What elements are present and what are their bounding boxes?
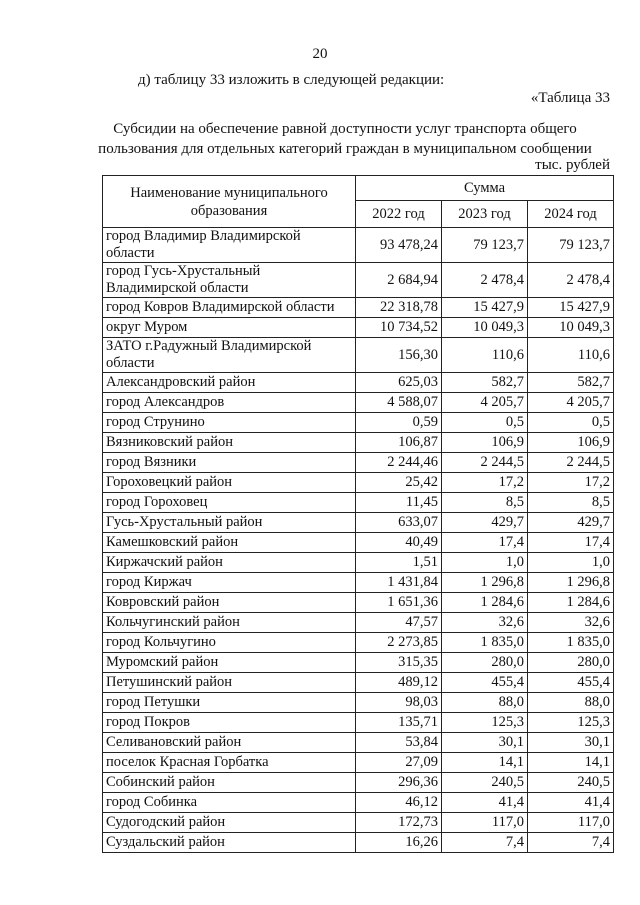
value-2024-cell: 1 835,0	[528, 633, 614, 653]
table-row	[103, 713, 614, 733]
value-2023-cell: 582,7	[442, 373, 528, 393]
municipality-cell: город Покров	[103, 713, 356, 733]
value-2023-cell: 0,5	[442, 413, 528, 433]
value-2023-cell: 240,5	[442, 773, 528, 793]
value-2022-cell: 0,59	[356, 413, 442, 433]
value-2024-cell: 14,1	[528, 753, 614, 773]
header-year-2023: 2023 год	[442, 201, 528, 228]
municipality-cell: Гусь-Хрустальный район	[103, 513, 356, 533]
municipality-cell: Вязниковский район	[103, 433, 356, 453]
municipality-cell: Суздальский район	[103, 833, 356, 853]
value-2023-cell: 117,0	[442, 813, 528, 833]
table-row	[103, 793, 614, 813]
table-row	[103, 693, 614, 713]
municipality-cell: город Александров	[103, 393, 356, 413]
value-2022-cell: 2 684,94	[356, 263, 442, 298]
value-2024-cell: 17,4	[528, 533, 614, 553]
value-2022-cell: 172,73	[356, 813, 442, 833]
table-row	[103, 493, 614, 513]
value-2023-cell: 17,4	[442, 533, 528, 553]
table-header	[103, 176, 614, 228]
table-row	[103, 513, 614, 533]
value-2023-cell: 79 123,7	[442, 228, 528, 263]
header-municipality-line-1: Наименование муниципального	[130, 184, 328, 201]
units-label: тыс. рублей	[535, 157, 610, 173]
value-2022-cell: 135,71	[356, 713, 442, 733]
table-title	[80, 119, 610, 159]
municipality-cell: Муромский район	[103, 653, 356, 673]
value-2024-cell: 2 244,5	[528, 453, 614, 473]
table-row	[103, 773, 614, 793]
value-2024-cell: 41,4	[528, 793, 614, 813]
value-2023-cell: 15 427,9	[442, 298, 528, 318]
value-2024-cell: 1 284,6	[528, 593, 614, 613]
value-2022-cell: 1 431,84	[356, 573, 442, 593]
value-2024-cell: 1 296,8	[528, 573, 614, 593]
value-2024-cell: 280,0	[528, 653, 614, 673]
municipality-cell: город Петушки	[103, 693, 356, 713]
table-label: «Таблица 33	[530, 90, 610, 106]
value-2022-cell: 46,12	[356, 793, 442, 813]
municipality-cell: город Струнино	[103, 413, 356, 433]
value-2022-cell: 1 651,36	[356, 593, 442, 613]
table-row	[103, 673, 614, 693]
municipality-cell: Селивановский район	[103, 733, 356, 753]
table-row	[103, 228, 614, 263]
table-row	[103, 453, 614, 473]
value-2023-cell: 2 244,5	[442, 453, 528, 473]
municipality-cell: Александровский район	[103, 373, 356, 393]
table-row	[103, 753, 614, 773]
municipality-cell: Гороховецкий район	[103, 473, 356, 493]
value-2023-cell: 1 296,8	[442, 573, 528, 593]
value-2024-cell: 8,5	[528, 493, 614, 513]
value-2024-cell: 125,3	[528, 713, 614, 733]
value-2022-cell: 315,35	[356, 653, 442, 673]
header-sum: Сумма	[356, 176, 614, 201]
value-2022-cell: 98,03	[356, 693, 442, 713]
value-2024-cell: 0,5	[528, 413, 614, 433]
table-title-line-1: Субсидии на обеспечение равной доступности услуг транспорта общего	[113, 121, 577, 137]
table-row	[103, 633, 614, 653]
header-year-2022: 2022 год	[356, 201, 442, 228]
value-2023-cell: 8,5	[442, 493, 528, 513]
value-2022-cell: 16,26	[356, 833, 442, 853]
municipality-cell: город Гороховец	[103, 493, 356, 513]
value-2024-cell: 10 049,3	[528, 318, 614, 338]
municipality-cell: Кольчугинский район	[103, 613, 356, 633]
municipality-cell: поселок Красная Горбатка	[103, 753, 356, 773]
value-2022-cell: 47,57	[356, 613, 442, 633]
header-municipality	[103, 176, 356, 228]
table-row	[103, 733, 614, 753]
table-row	[103, 593, 614, 613]
amendment-intro: д) таблицу 33 изложить в следующей редакции:	[138, 72, 445, 88]
value-2023-cell: 1 284,6	[442, 593, 528, 613]
table-row	[103, 613, 614, 633]
value-2023-cell: 32,6	[442, 613, 528, 633]
municipality-cell: город Вязники	[103, 453, 356, 473]
value-2023-cell: 4 205,7	[442, 393, 528, 413]
value-2022-cell: 4 588,07	[356, 393, 442, 413]
value-2024-cell: 4 205,7	[528, 393, 614, 413]
value-2024-cell: 455,4	[528, 673, 614, 693]
value-2024-cell: 2 478,4	[528, 263, 614, 298]
subsidies-table	[102, 175, 614, 853]
table-row	[103, 813, 614, 833]
municipality-cell: город Гусь-Хрустальный Владимирской области	[103, 263, 356, 298]
value-2023-cell: 429,7	[442, 513, 528, 533]
value-2022-cell: 296,36	[356, 773, 442, 793]
value-2022-cell: 2 244,46	[356, 453, 442, 473]
municipality-cell: город Ковров Владимирской области	[103, 298, 356, 318]
value-2023-cell: 125,3	[442, 713, 528, 733]
header-year-2024: 2024 год	[528, 201, 614, 228]
value-2023-cell: 14,1	[442, 753, 528, 773]
value-2023-cell: 106,9	[442, 433, 528, 453]
municipality-cell: ЗАТО г.Радужный Владимирской области	[103, 338, 356, 373]
municipality-cell: Судогодский район	[103, 813, 356, 833]
value-2023-cell: 41,4	[442, 793, 528, 813]
value-2023-cell: 88,0	[442, 693, 528, 713]
value-2022-cell: 40,49	[356, 533, 442, 553]
value-2022-cell: 633,07	[356, 513, 442, 533]
table-row	[103, 338, 614, 373]
table-row	[103, 433, 614, 453]
value-2022-cell: 93 478,24	[356, 228, 442, 263]
table-row	[103, 573, 614, 593]
value-2024-cell: 110,6	[528, 338, 614, 373]
municipality-cell: Киржачский район	[103, 553, 356, 573]
value-2024-cell: 582,7	[528, 373, 614, 393]
value-2024-cell: 7,4	[528, 833, 614, 853]
value-2022-cell: 625,03	[356, 373, 442, 393]
value-2022-cell: 27,09	[356, 753, 442, 773]
value-2023-cell: 1 835,0	[442, 633, 528, 653]
value-2023-cell: 280,0	[442, 653, 528, 673]
value-2023-cell: 2 478,4	[442, 263, 528, 298]
table-row	[103, 653, 614, 673]
value-2023-cell: 30,1	[442, 733, 528, 753]
value-2022-cell: 25,42	[356, 473, 442, 493]
value-2023-cell: 10 049,3	[442, 318, 528, 338]
table-row	[103, 393, 614, 413]
value-2022-cell: 106,87	[356, 433, 442, 453]
municipality-cell: город Кольчугино	[103, 633, 356, 653]
value-2022-cell: 2 273,85	[356, 633, 442, 653]
value-2022-cell: 22 318,78	[356, 298, 442, 318]
value-2024-cell: 79 123,7	[528, 228, 614, 263]
table-row	[103, 553, 614, 573]
value-2024-cell: 106,9	[528, 433, 614, 453]
table-row	[103, 833, 614, 853]
municipality-cell: город Владимир Владимирской области	[103, 228, 356, 263]
value-2022-cell: 10 734,52	[356, 318, 442, 338]
municipality-cell: Камешковский район	[103, 533, 356, 553]
municipality-cell: Петушинский район	[103, 673, 356, 693]
table-title-line-2: пользования для отдельных категорий граждан в муниципальном сообщении	[98, 141, 592, 157]
table-row	[103, 318, 614, 338]
value-2024-cell: 429,7	[528, 513, 614, 533]
table-row	[103, 298, 614, 318]
value-2024-cell: 17,2	[528, 473, 614, 493]
table-row	[103, 413, 614, 433]
value-2024-cell: 15 427,9	[528, 298, 614, 318]
municipality-cell: город Собинка	[103, 793, 356, 813]
value-2024-cell: 32,6	[528, 613, 614, 633]
value-2023-cell: 7,4	[442, 833, 528, 853]
municipality-cell: Ковровский район	[103, 593, 356, 613]
table-row	[103, 473, 614, 493]
value-2023-cell: 455,4	[442, 673, 528, 693]
value-2022-cell: 53,84	[356, 733, 442, 753]
value-2024-cell: 88,0	[528, 693, 614, 713]
table-row	[103, 373, 614, 393]
page-number: 20	[312, 46, 328, 62]
value-2023-cell: 17,2	[442, 473, 528, 493]
value-2022-cell: 11,45	[356, 493, 442, 513]
municipality-cell: город Киржач	[103, 573, 356, 593]
table-body	[103, 228, 614, 853]
table-row	[103, 263, 614, 298]
municipality-cell: Собинский район	[103, 773, 356, 793]
value-2023-cell: 110,6	[442, 338, 528, 373]
municipality-cell: округ Муром	[103, 318, 356, 338]
value-2024-cell: 1,0	[528, 553, 614, 573]
value-2023-cell: 1,0	[442, 553, 528, 573]
value-2024-cell: 30,1	[528, 733, 614, 753]
header-municipality-line-2: образования	[190, 202, 268, 219]
value-2024-cell: 117,0	[528, 813, 614, 833]
table-row	[103, 533, 614, 553]
value-2022-cell: 489,12	[356, 673, 442, 693]
value-2024-cell: 240,5	[528, 773, 614, 793]
value-2022-cell: 1,51	[356, 553, 442, 573]
value-2022-cell: 156,30	[356, 338, 442, 373]
